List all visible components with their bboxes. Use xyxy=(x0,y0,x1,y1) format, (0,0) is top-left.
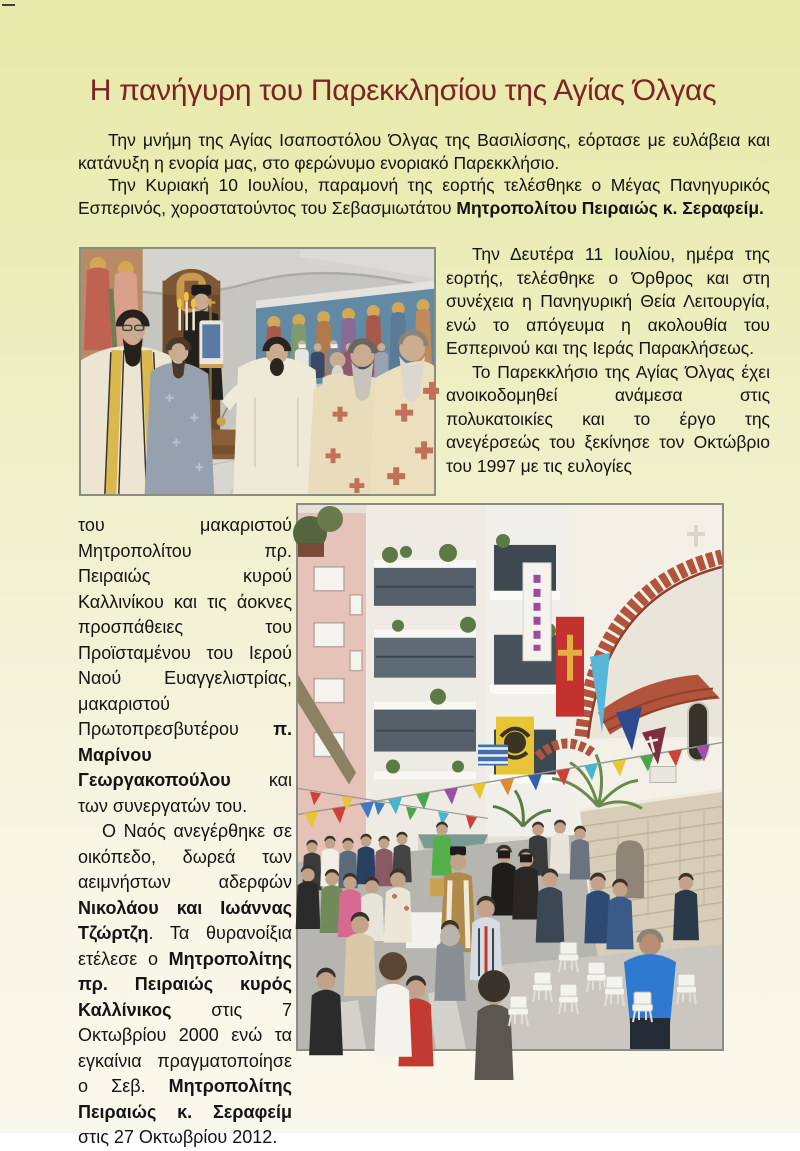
bold-segment: Μητροπολίτου Πειραιώς κ. Σεραφείμ. xyxy=(456,197,764,218)
text-segment: στις 7 Οκτωβρίου 2000 ενώ τα εγκαίνια πραγματοποίησε ο Σεβ. xyxy=(78,999,292,1096)
bold-segment: Μητροπολίτης πρ. Πειραιώς κυρός Καλλίνικος xyxy=(78,948,292,1020)
text-segment: Την μνήμη της Αγίας Ισαποστόλου Όλγας της Βασιλίσσης, εόρτασε με ευλάβεια και κατάνυξη η ενορία μας, στο φερώνυμο ενοριακό Παρεκκλήσιο. xyxy=(78,130,770,173)
bold-segment: Νικολάου και Ιωάννας Τζώρτζη xyxy=(78,897,292,943)
church-interior-photo xyxy=(79,247,436,496)
paragraph-6 xyxy=(78,819,292,1151)
text-segment: Την Κυριακή 10 Ιουλίου, παραμονή της εορτής τελέσθηκε ο Μέγας Πανηγυρικός Εσπερινός, χοροστατούντος του Σεβασμιωτάτου xyxy=(78,175,770,218)
right-text-column xyxy=(446,243,770,478)
text-segment: και των συνεργατών του. xyxy=(78,770,292,816)
text-segment: του μακαριστού Μητροπολίτου πρ. Πειραιώς κυρού Καλλινίκου και τις άοκνες προσπάθειες του Προϊσταμένου του Ιερού Ναού Ευαγγελιστρίας, μακαριστού Πρωτοπρεσβυτέρου xyxy=(78,515,292,739)
paragraph-1 xyxy=(78,129,770,174)
bold-segment: Μητροπολίτης Πειραιώς κ. Σεραφείμ xyxy=(78,1076,292,1122)
paragraph-2 xyxy=(78,174,770,219)
intro-paragraphs xyxy=(78,129,770,219)
text-segment: στις 27 Οκτωβρίου 2012. xyxy=(78,1127,278,1147)
text-segment: Το Παρεκκλήσιο της Αγίας Όλγας έχει ανοικοδομηθεί ανάμεσα στις πολυκατοικίες και το έργο της ανεγέρσεώς του ξεκίνησε τον Οκτώβριο του 1997 με τις ευλογίες xyxy=(446,361,770,476)
text-segment: . Τα θυρανοίξια ετέλεσε ο xyxy=(78,923,292,969)
bold-segment: π. Μαρίνου Γεωργακοπούλου xyxy=(78,719,292,790)
text-segment: Την Δευτέρα 11 Ιουλίου, ημέρα της εορτής, τελέσθηκε ο Όρθρος και στη συνέχεια η Πανηγυρική Θεία Λειτουργία, ενώ το απόγευμα η ακολουθία του Εσπερινού και της Ιεράς Παρακλήσεως. xyxy=(446,244,770,358)
text-segment: Ο Ναός ανεγέρθηκε σε οικόπεδο, δωρεά των αειμνήστων αδερφών xyxy=(78,821,292,892)
article-title: Η πανήγυρη του Παρεκκλησίου της Αγίας Όλγας xyxy=(89,74,717,107)
street-festival-photo xyxy=(296,503,724,1051)
paragraph-3 xyxy=(446,243,770,361)
paragraph-5 xyxy=(78,513,292,819)
left-text-column xyxy=(78,513,292,1151)
crop-mark xyxy=(2,4,15,6)
paragraph-4 xyxy=(446,361,770,479)
